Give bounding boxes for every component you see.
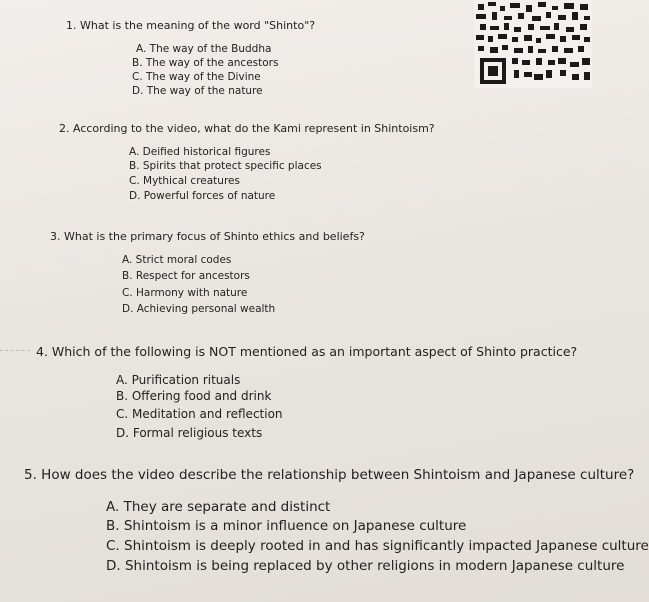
question-2-option-a: A. Deified historical figures	[129, 146, 271, 158]
question-5-prompt: 5. How does the video describe the relationship between Shintoism and Japanese culture?	[24, 467, 635, 483]
question-5-option-d: D. Shintoism is being replaced by other religions in modern Japanese culture	[106, 558, 625, 574]
question-1-option-b: B. The way of the ancestors	[132, 57, 279, 69]
question-1-option-d: D. The way of the nature	[132, 85, 263, 97]
question-1-option-c: C. The way of the Divine	[132, 71, 261, 83]
qr-code-graphic	[474, 0, 592, 88]
question-2-option-b: B. Spirits that protect specific places	[129, 160, 322, 172]
question-5-option-c: C. Shintoism is deeply rooted in and has significantly impacted Japanese culture	[106, 538, 649, 554]
question-3-option-b: B. Respect for ancestors	[122, 270, 250, 282]
qr-code	[474, 0, 592, 88]
dashed-divider	[0, 350, 30, 351]
question-3-option-c: C. Harmony with nature	[122, 287, 248, 299]
question-4-option-d: D. Formal religious texts	[116, 426, 263, 440]
question-5-option-b: B. Shintoism is a minor influence on Japanese culture	[106, 518, 467, 534]
question-2-prompt: 2. According to the video, what do the Kami represent in Shintoism?	[59, 122, 435, 135]
question-3-option-d: D. Achieving personal wealth	[122, 303, 276, 315]
question-4-option-b: B. Offering food and drink	[116, 389, 272, 403]
question-4-prompt: 4. Which of the following is NOT mentioned as an important aspect of Shinto practice?	[36, 344, 578, 359]
question-4-option-a: A. Purification rituals	[116, 373, 241, 387]
question-3-prompt: 3. What is the primary focus of Shinto ethics and beliefs?	[50, 230, 365, 243]
question-2-option-d: D. Powerful forces of nature	[129, 190, 276, 202]
question-1-option-a: A. The way of the Buddha	[136, 43, 272, 55]
question-5-option-a: A. They are separate and distinct	[106, 499, 331, 515]
question-1-prompt: 1. What is the meaning of the word "Shinto"?	[66, 19, 316, 32]
question-4-option-c: C. Meditation and reflection	[116, 407, 283, 421]
question-2-option-c: C. Mythical creatures	[129, 175, 240, 187]
question-3-option-a: A. Strict moral codes	[122, 254, 232, 266]
